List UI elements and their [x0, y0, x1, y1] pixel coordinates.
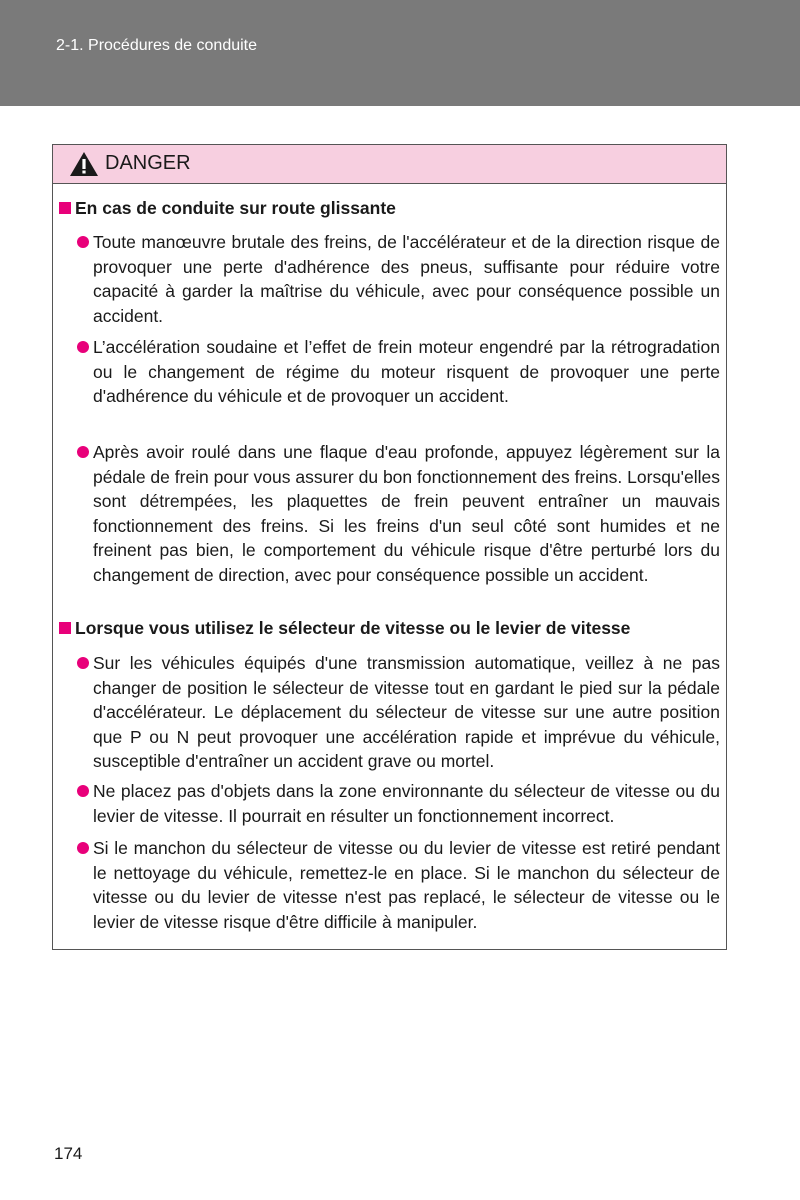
danger-header [53, 145, 726, 184]
bullet-dot-icon [77, 657, 89, 669]
bullet-dot-icon [77, 446, 89, 458]
bullet-dot-icon [77, 236, 89, 248]
warning-triangle-icon [69, 151, 99, 177]
section-marker-icon [59, 202, 71, 214]
bullet-dot-icon [77, 842, 89, 854]
bullet-text: L’accélération soudaine et l’effet de frein moteur engendré par la rétrogradation ou le changement de régime du moteur risquent de provoquer une perte d'adhérence du véhicule et de provoquer un accident. [93, 337, 720, 406]
bullet-dot-icon [77, 341, 89, 353]
bullet-text: Si le manchon du sélecteur de vitesse ou du levier de vitesse est retiré pendant le nettoyage du véhicule, remettez-le en place. Si le manchon du sélecteur de vitesse ou du levier de vitesse n'est pas replacé, le sélecteur de vitesse ou le levier de vitesse risque d'être difficile à manipuler. [93, 838, 720, 932]
section-marker-icon [59, 622, 71, 634]
bullet-text: Après avoir roulé dans une flaque d'eau profonde, appuyez légèrement sur la pédale de frein pour vous assurer du bon fonctionnement des freins. Lorsqu'elles sont détrempées, les plaquettes de frein peuvent entraîner un mauvais fonctionnement des freins. Si les freins d'un seul côté sont humides et ne freinent pas bien, le comportement du véhicule risque d'être perturbé lors du changement de direction, avec pour conséquence possible un accident. [93, 442, 720, 585]
section-title: En cas de conduite sur route glissante [59, 198, 396, 219]
bullet-text: Ne placez pas d'objets dans la zone environnante du sélecteur de vitesse ou du levier de vitesse. Il pourrait en résulter un fonctionnement incorrect. [93, 781, 720, 826]
danger-label: DANGER [105, 152, 191, 174]
section-title: Lorsque vous utilisez le sélecteur de vitesse ou le levier de vitesse [59, 618, 630, 639]
chapter-title: 2-1. Procédures de conduite [56, 37, 258, 54]
danger-box [52, 144, 727, 950]
bullet-text: Toute manœuvre brutale des freins, de l'accélérateur et de la direction risque de provoquer une perte d'adhérence des pneus, suffisante pour réduire votre capacité à garder la maîtrise du véhicule, avec pour conséquence possible un accident. [93, 232, 720, 326]
page-number: 174 [54, 1144, 83, 1163]
bullet-dot-icon [77, 785, 89, 797]
chapter-header-bar [0, 0, 800, 106]
bullet-text: Sur les véhicules équipés d'une transmission automatique, veillez à ne pas changer de position le sélecteur de vitesse tout en gardant le pied sur la pédale d'accélérateur. Le déplacement du sélecteur de vitesse sur une autre position que P ou N peut provoquer une accélération rapide et imprévue du véhicule, susceptible d'entraîner un accident grave ou mortel. [93, 653, 720, 771]
